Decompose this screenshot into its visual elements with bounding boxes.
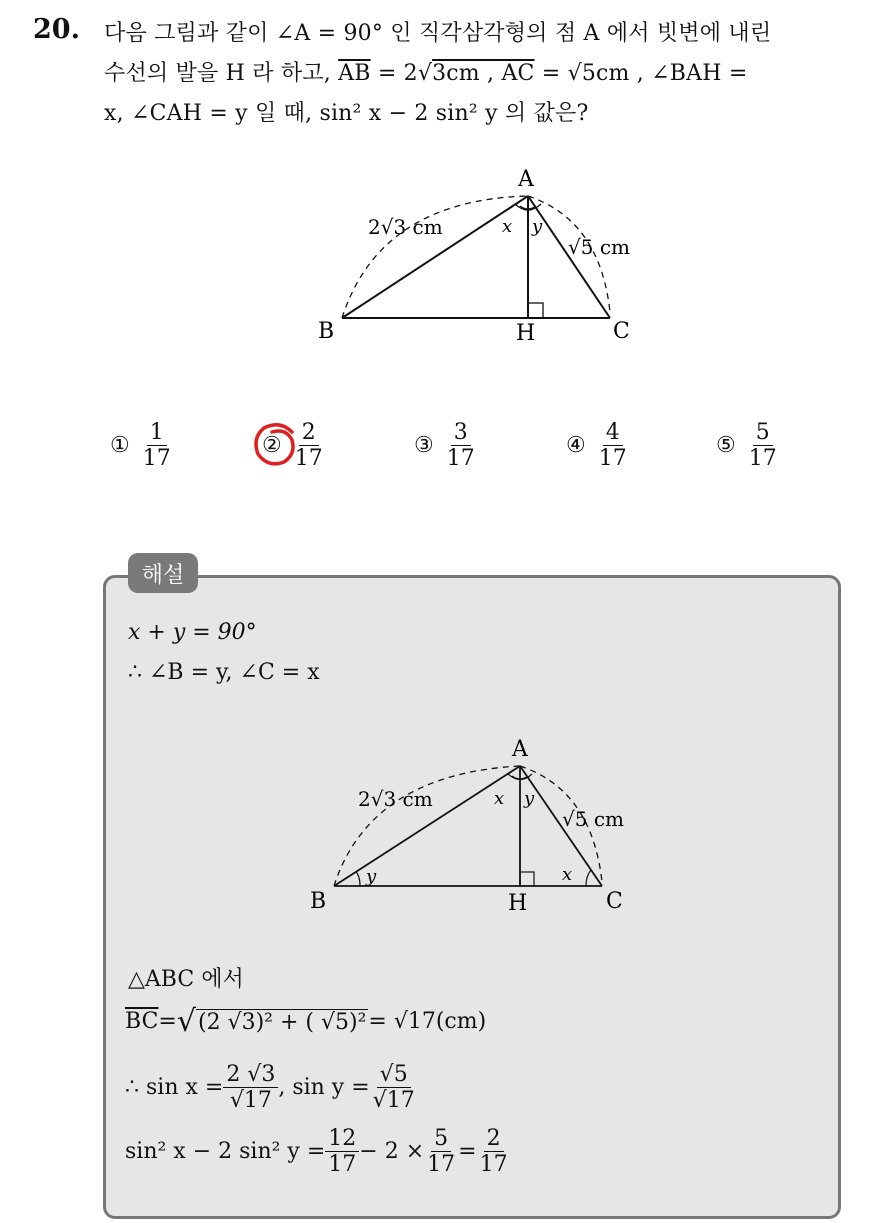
angle-x-label: x	[502, 216, 513, 237]
question-line-1: 다음 그림과 같이 ∠A = 90° 인 직각삼각형의 점 A 에서 빗변에 내린	[104, 21, 772, 46]
solution-angle-x-c: x	[562, 864, 573, 885]
side-ab-label: 2√3 cm	[368, 215, 443, 239]
solution-side-ab-label: 2√3 cm	[358, 787, 433, 811]
triangle-figure	[300, 160, 660, 350]
solution-angle-x-top: x	[494, 788, 505, 809]
choice-3[interactable]: ③ $\frac{3}{17}$	[414, 420, 475, 472]
solution-vertex-a-label: A	[512, 737, 528, 762]
solution-angle-y-top: y	[524, 788, 535, 809]
point-h-label: H	[516, 321, 536, 346]
solution-vertex-b-label: B	[310, 889, 327, 914]
solution-angle-y-b: y	[366, 866, 377, 887]
solution-triangle-figure	[300, 730, 660, 920]
solution-vertex-c-label: C	[606, 889, 623, 914]
answer-choices	[0, 420, 884, 490]
choice-4[interactable]: ④ $\frac{4}{17}$	[566, 420, 627, 472]
choice-1[interactable]: ① $\frac{1}{17}$	[110, 420, 171, 472]
solution-point-h-label: H	[508, 891, 528, 916]
question-line-2: 수선의 발을 H 라 하고, $\overline{AB} = 2√3cm$ , $\overline{AC} = √5cm$ , ∠BAH =	[104, 61, 748, 86]
question-number: 20.	[33, 14, 80, 45]
vertex-a-label: A	[518, 167, 534, 192]
angle-y-label: y	[532, 216, 543, 237]
solution-bc-equation: $\overline{BC}$ = √ (2 √3)² + ( √5)² = √17(cm)	[125, 1004, 487, 1039]
solution-final-equation: sin² x − 2 sin² y = $\frac{12}{17}$ − 2 × $\frac{5}{17}$ = $\frac{2}{17}$	[125, 1126, 508, 1178]
vertex-c-label: C	[613, 319, 630, 344]
vertex-b-label: B	[318, 319, 335, 344]
solution-line-2: ∴ ∠B = y, ∠C = x	[128, 660, 320, 685]
choice-2[interactable]: ② $\frac{2}{17}$	[262, 420, 323, 472]
solution-side-ac-label: √5 cm	[562, 807, 624, 831]
solution-sin-values: ∴ sin x = $\frac{2 √3}{√17}$ , sin y = $\frac{√5}{√17}$	[125, 1062, 415, 1114]
choice-5[interactable]: ⑤ $\frac{5}{17}$	[716, 420, 777, 472]
question-line-3: x, ∠CAH = y 일 때, sin² x − 2 sin² y 의 값은?	[104, 101, 589, 126]
solution-line-1: x + y = 90°	[128, 620, 257, 645]
side-ac-label: √5 cm	[568, 235, 630, 259]
solution-tag: 해설	[128, 553, 198, 593]
solution-line-3: △ABC 에서	[128, 967, 244, 992]
